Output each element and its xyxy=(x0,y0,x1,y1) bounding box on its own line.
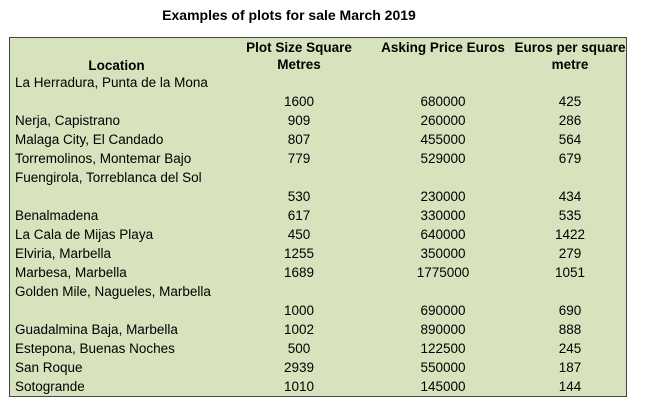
cell-plot-size: 530 xyxy=(287,189,311,204)
cell-euros-per-sqm: 144 xyxy=(558,379,582,394)
cell-asking-price: 890000 xyxy=(420,322,466,337)
cell-location: Elviria, Marbella xyxy=(15,246,112,261)
cell-plot-size: 1010 xyxy=(283,379,315,394)
cell-plot-size: 1689 xyxy=(283,265,315,280)
cell-plot-size: 617 xyxy=(287,208,311,223)
cell-asking-price: 455000 xyxy=(420,132,466,147)
cell-plot-size: 909 xyxy=(287,113,311,128)
table-row xyxy=(10,282,628,320)
table-row xyxy=(10,130,628,149)
cell-plot-size: 1002 xyxy=(283,322,315,337)
cell-euros-per-sqm: 1051 xyxy=(554,265,586,280)
header-plot-size: Plot Size Square Metres xyxy=(246,40,352,72)
cell-location: Fuengirola, Torreblanca del Sol xyxy=(15,170,202,185)
cell-asking-price: 680000 xyxy=(420,94,466,109)
cell-euros-per-sqm: 535 xyxy=(558,208,582,223)
cell-euros-per-sqm: 286 xyxy=(558,113,582,128)
cell-asking-price: 1775000 xyxy=(416,265,470,280)
cell-plot-size: 500 xyxy=(287,341,311,356)
table-row xyxy=(10,225,628,244)
cell-location: Estepona, Buenas Noches xyxy=(15,341,175,356)
cell-plot-size: 1255 xyxy=(283,246,315,261)
cell-euros-per-sqm: 1422 xyxy=(554,227,586,242)
cell-location: Guadalmina Baja, Marbella xyxy=(15,322,178,337)
cell-plot-size: 2939 xyxy=(283,360,315,375)
table-row xyxy=(10,377,628,396)
table-row xyxy=(10,339,628,358)
cell-euros-per-sqm: 245 xyxy=(558,341,582,356)
table-row xyxy=(10,73,628,111)
cell-euros-per-sqm: 434 xyxy=(558,189,582,204)
cell-location: Benalmadena xyxy=(15,208,99,223)
cell-asking-price: 122500 xyxy=(420,341,466,356)
cell-euros-per-sqm: 690 xyxy=(558,303,582,318)
cell-location: La Cala de Mijas Playa xyxy=(15,227,154,242)
table-title: Examples of plots for sale March 2019 xyxy=(162,7,416,23)
cell-plot-size: 1000 xyxy=(283,303,315,318)
cell-location: Marbesa, Marbella xyxy=(15,265,127,280)
header-location: Location xyxy=(88,58,145,73)
table-row xyxy=(10,263,628,282)
header-asking-price: Asking Price Euros xyxy=(381,40,505,55)
table-row xyxy=(10,111,628,130)
cell-asking-price: 350000 xyxy=(420,246,466,261)
cell-plot-size: 807 xyxy=(287,132,311,147)
cell-location: Malaga City, El Candado xyxy=(15,132,164,147)
cell-plot-size: 1600 xyxy=(283,94,315,109)
cell-plot-size: 450 xyxy=(287,227,311,242)
cell-asking-price: 260000 xyxy=(420,113,466,128)
table-row xyxy=(10,206,628,225)
cell-euros-per-sqm: 564 xyxy=(558,132,582,147)
table-row xyxy=(10,168,628,206)
cell-asking-price: 690000 xyxy=(420,303,466,318)
cell-location: Torremolinos, Montemar Bajo xyxy=(15,151,192,166)
cell-asking-price: 529000 xyxy=(420,151,466,166)
table-row xyxy=(10,149,628,168)
cell-asking-price: 145000 xyxy=(420,379,466,394)
cell-plot-size: 779 xyxy=(287,151,311,166)
cell-location: Sotogrande xyxy=(15,379,85,394)
cell-euros-per-sqm: 425 xyxy=(558,94,582,109)
table-body xyxy=(10,73,628,396)
cell-euros-per-sqm: 279 xyxy=(558,246,582,261)
cell-asking-price: 330000 xyxy=(420,208,466,223)
header-euros-per-sqm: Euros per square metre xyxy=(514,40,626,72)
table-row xyxy=(10,244,628,263)
cell-location: La Herradura, Punta de la Mona xyxy=(15,75,208,90)
cell-location: San Roque xyxy=(15,360,83,375)
plots-table xyxy=(9,37,627,397)
cell-asking-price: 550000 xyxy=(420,360,466,375)
cell-location: Golden Mile, Nagueles, Marbella xyxy=(15,284,211,299)
table-row xyxy=(10,358,628,377)
cell-asking-price: 230000 xyxy=(420,189,466,204)
cell-location: Nerja, Capistrano xyxy=(15,113,121,128)
cell-asking-price: 640000 xyxy=(420,227,466,242)
cell-euros-per-sqm: 679 xyxy=(558,151,582,166)
cell-euros-per-sqm: 888 xyxy=(558,322,582,337)
cell-euros-per-sqm: 187 xyxy=(558,360,582,375)
table-row xyxy=(10,320,628,339)
